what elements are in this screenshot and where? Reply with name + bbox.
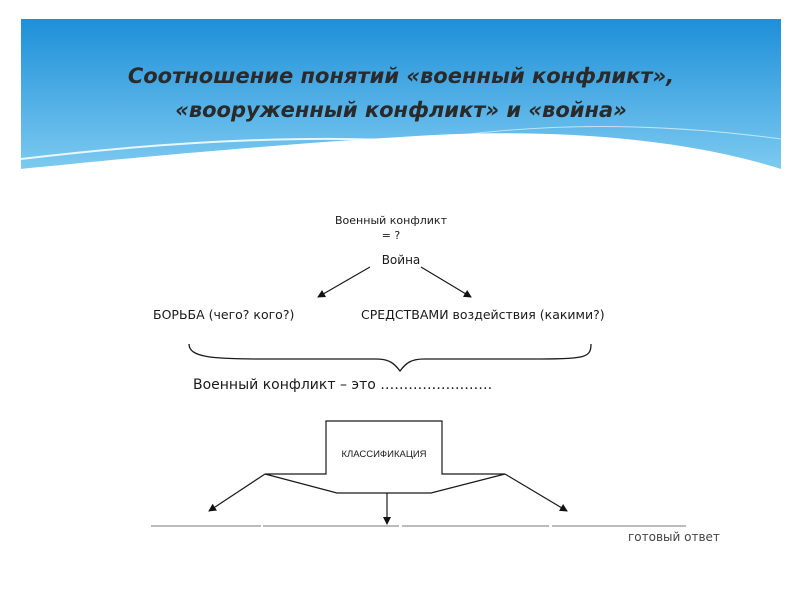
top-label-line-2: = ? bbox=[381, 229, 401, 242]
definition-label: Военный конфликт – это …………………… bbox=[193, 377, 493, 393]
top-label bbox=[311, 213, 471, 243]
top-label-line-1: Военный конфликт bbox=[335, 214, 447, 227]
slide-title-line-2: «вооруженный конфликт» и «война» bbox=[175, 98, 627, 122]
slide bbox=[21, 19, 781, 581]
curly-brace bbox=[189, 344, 591, 371]
struggle-label: БОРЬБА (чего? кого?) bbox=[153, 307, 295, 322]
war-branch-arrows bbox=[318, 267, 471, 297]
classification-label: КЛАССИФИКАЦИЯ bbox=[341, 449, 427, 460]
slide-title-line-1: Соотношение понятий «военный конфликт», bbox=[127, 64, 675, 88]
answer-label: готовый ответ bbox=[628, 530, 720, 544]
war-label: Война bbox=[381, 253, 421, 267]
diagram-connectors bbox=[21, 19, 781, 581]
means-label: СРЕДСТВАМИ воздействия (какими?) bbox=[361, 307, 605, 322]
